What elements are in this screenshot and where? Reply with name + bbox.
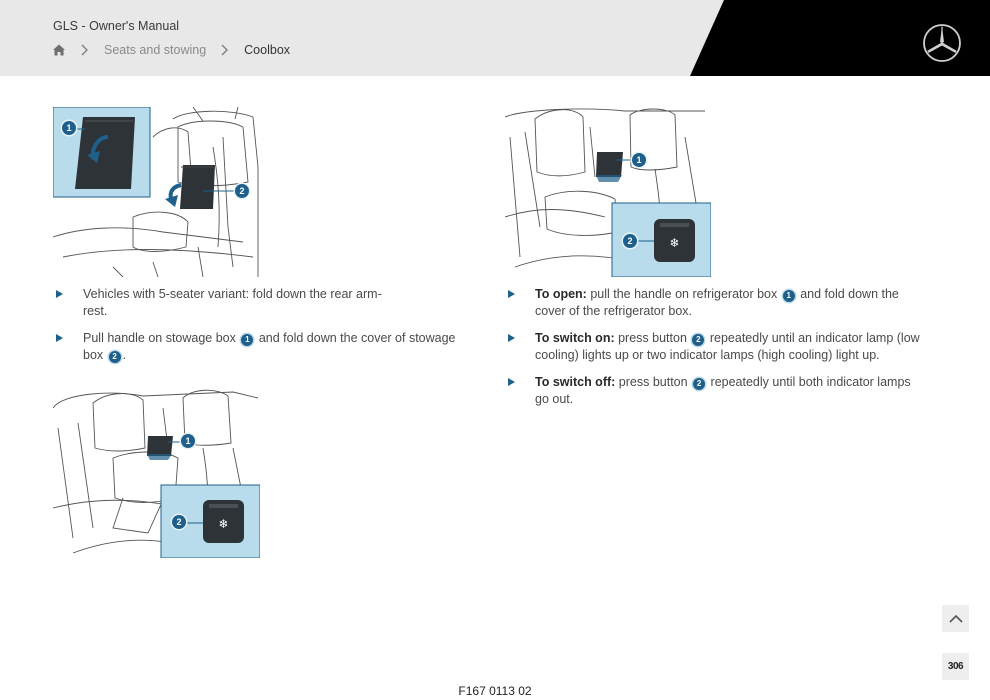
svg-text:❄: ❄: [218, 517, 229, 531]
list-item: To open: pull the handle on refrigerator box 1 and fold down the cover of the refrigerator box.: [505, 286, 925, 320]
app-title: GLS - Owner's Manual: [53, 19, 180, 33]
list-item: To switch off: press button 2 repeatedly until both indicator lamps go out.: [505, 374, 925, 408]
callout-2: 2: [623, 234, 637, 248]
callout-ref-2: 2: [692, 334, 704, 346]
list-item: Pull handle on stowage box 1 and fold down the cover of stowage box 2 .: [53, 330, 473, 364]
breadcrumb: [52, 41, 290, 59]
bullet-arrow-icon: [508, 378, 515, 386]
home-icon[interactable]: [52, 43, 66, 57]
callout-2: 2: [172, 515, 186, 529]
svg-text:❄: ❄: [669, 236, 680, 250]
callout-1: 1: [62, 121, 76, 135]
header: [0, 0, 990, 76]
bullet-arrow-icon: [508, 334, 515, 342]
right-instruction-list: [505, 286, 925, 418]
callout-ref-1: 1: [783, 290, 795, 302]
left-instruction-list: [53, 286, 473, 374]
callout-1: 1: [181, 434, 195, 448]
callout-ref-2: 2: [109, 351, 121, 363]
bullet-arrow-icon: [56, 334, 63, 342]
callout-2: 2: [235, 184, 249, 198]
figure-refrigerator-box: [505, 107, 711, 277]
callout-ref-2: 2: [693, 378, 705, 390]
list-item: To switch on: press button 2 repeatedly until an indicator lamp (low cooling) lights up or two indicator lamps (high cooling) light up.: [505, 330, 925, 364]
callout-1: 1: [632, 153, 646, 167]
mercedes-star-logo: [922, 23, 962, 63]
chevron-up-icon: [948, 614, 964, 624]
callout-ref-1: 1: [241, 334, 253, 346]
figure-front-coolbox: [53, 388, 260, 558]
breadcrumb-seats-and-stowing[interactable]: Seats and stowing: [104, 43, 207, 57]
bullet-arrow-icon: [508, 290, 515, 298]
chevron-right-icon: [80, 43, 90, 57]
bullet-arrow-icon: [56, 290, 63, 298]
figure-stowage-box: [53, 107, 260, 277]
chevron-right-icon: [220, 43, 230, 57]
breadcrumb-coolbox: Coolbox: [244, 43, 291, 57]
page-number: 306: [942, 653, 969, 680]
figure-code: F167 0113 02: [458, 684, 532, 698]
scroll-to-top-button[interactable]: [942, 605, 969, 632]
list-item: Vehicles with 5-seater variant: fold down the rear arm-rest.: [53, 286, 473, 320]
